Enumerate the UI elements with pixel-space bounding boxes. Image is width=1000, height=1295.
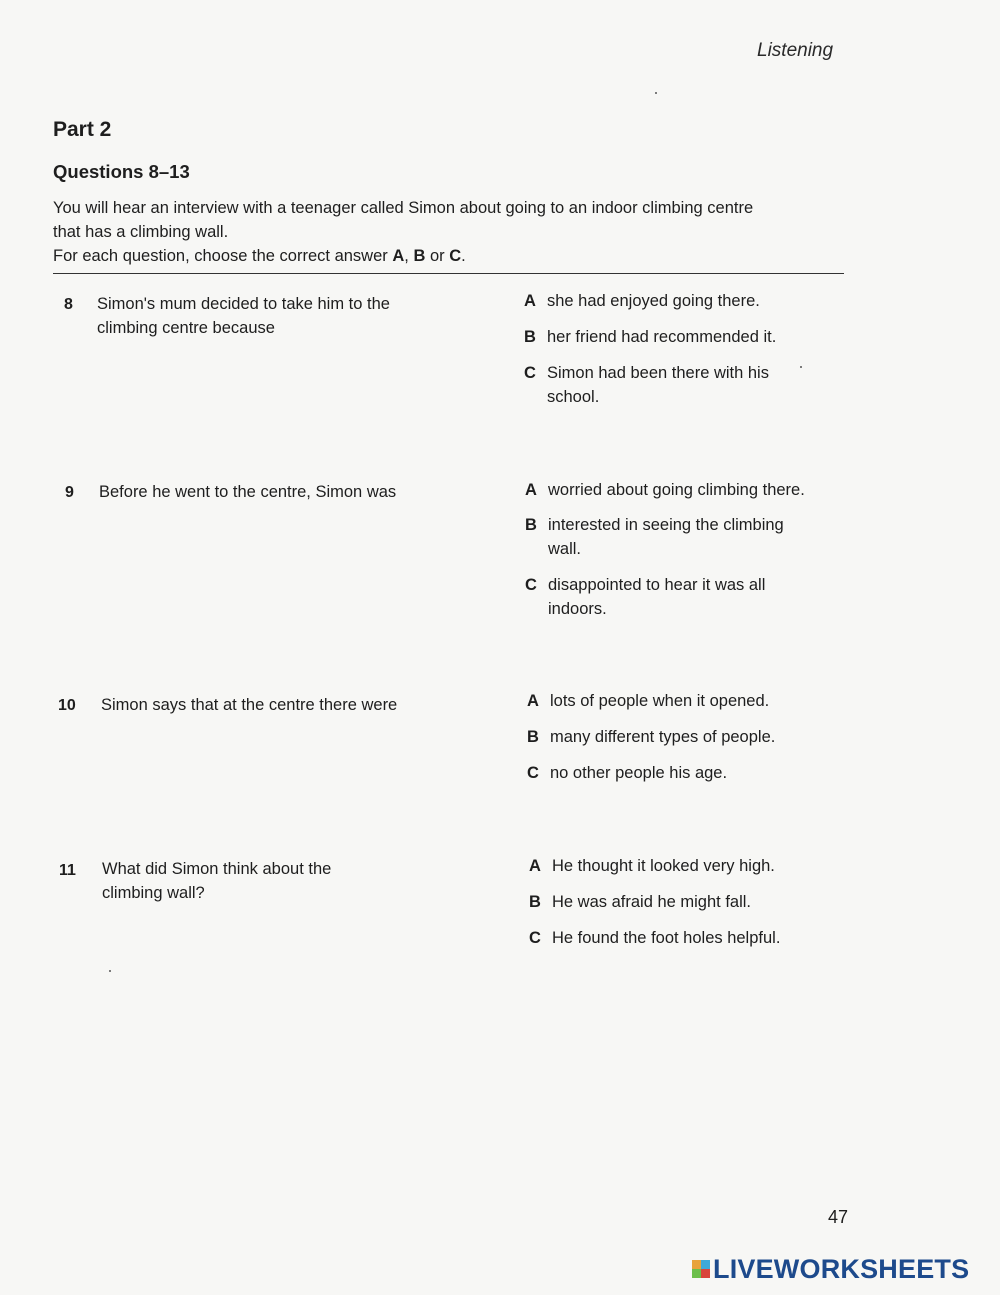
answer-letter-c: C [449, 247, 462, 265]
option-10c[interactable] [527, 761, 827, 785]
option-letter: C [524, 364, 536, 382]
option-text: interested in seeing the climbing wall. [548, 516, 784, 558]
question-number-8: 8 [64, 296, 73, 313]
answer-letter-a: A [392, 247, 405, 265]
option-letter: A [527, 692, 539, 710]
option-letter: A [529, 857, 541, 875]
option-text: disappointed to hear it was all indoors. [548, 576, 766, 618]
option-text: worried about going climbing there. [548, 481, 805, 499]
option-8b[interactable] [524, 325, 824, 349]
option-9c[interactable] [525, 573, 800, 621]
option-8a[interactable] [524, 289, 824, 313]
option-letter: C [527, 764, 539, 782]
page-number: 47 [828, 1207, 849, 1227]
option-text: her friend had recommended it. [547, 328, 777, 346]
option-text: Simon had been there with his school. [547, 364, 769, 406]
option-9a[interactable] [525, 478, 845, 502]
logo-grid-icon [692, 1260, 710, 1278]
option-11b[interactable] [529, 890, 829, 914]
option-letter: A [524, 292, 536, 310]
divider [53, 273, 844, 274]
logo-square [692, 1260, 701, 1269]
question-number-9: 9 [65, 484, 74, 501]
section-label: Listening [757, 40, 834, 61]
question-number-10: 10 [58, 697, 76, 714]
scan-speck [109, 970, 111, 972]
option-9b[interactable] [525, 513, 820, 561]
questions-range-heading: Questions 8–13 [53, 161, 190, 182]
logo-square [692, 1269, 701, 1278]
instructions-line-3-prefix: For each question, choose the correct answer [53, 247, 393, 265]
part-title: Part 2 [53, 118, 112, 141]
question-text-9: Before he went to the centre, Simon was [99, 483, 397, 501]
scan-speck [655, 92, 657, 94]
instructions [53, 196, 853, 268]
option-letter: A [525, 481, 537, 499]
option-10b[interactable] [527, 725, 827, 749]
instructions-comma: , [404, 247, 414, 265]
option-text: He was afraid he might fall. [552, 893, 752, 911]
logo-text: LIVEWORKSHEETS [713, 1253, 970, 1284]
option-text: many different types of people. [550, 728, 776, 746]
option-letter: B [525, 516, 537, 534]
option-letter: B [529, 893, 541, 911]
option-letter: B [527, 728, 539, 746]
option-text: she had enjoyed going there. [547, 292, 760, 310]
option-letter: C [529, 929, 541, 947]
instructions-line-1: You will hear an interview with a teenager called Simon about going to an indoor climbing centre [53, 199, 754, 217]
instructions-or: or [425, 247, 450, 265]
logo-square [701, 1260, 710, 1269]
instructions-line-2: that has a climbing wall. [53, 223, 229, 241]
answer-letter-b: B [413, 247, 426, 265]
option-11a[interactable] [529, 854, 829, 878]
question-text-11: What did Simon think about the climbing wall? [102, 860, 332, 902]
question-number-11: 11 [59, 862, 76, 879]
question-text-8: Simon's mum decided to take him to the climbing centre because [97, 295, 390, 337]
instructions-period: . [461, 247, 466, 265]
question-text-10: Simon says that at the centre there were [101, 696, 398, 714]
option-text: He thought it looked very high. [552, 857, 775, 875]
scan-speck [800, 366, 802, 368]
option-10a[interactable] [527, 689, 827, 713]
logo-square [701, 1269, 710, 1278]
option-letter: B [524, 328, 536, 346]
instructions-line-3 [53, 244, 853, 268]
option-11c[interactable] [529, 926, 829, 950]
liveworksheets-logo[interactable] [692, 1254, 969, 1284]
option-text: no other people his age. [550, 764, 728, 782]
option-letter: C [525, 576, 537, 594]
option-text: He found the foot holes helpful. [552, 929, 781, 947]
option-text: lots of people when it opened. [550, 692, 770, 710]
option-8c[interactable] [524, 361, 814, 409]
